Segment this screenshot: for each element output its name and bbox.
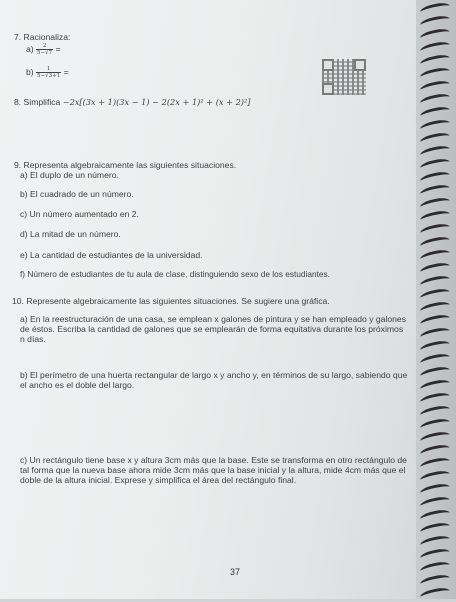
q8-label: 8. Simplifica <box>14 97 61 107</box>
q9-label: 9. Representa algebraicamente las siguientes situaciones. <box>14 160 237 170</box>
q8 <box>14 97 250 107</box>
q9-item-d: d) La mitad de un número. <box>20 229 121 239</box>
q10-item-b: b) El perímetro de una huerta rectangular de largo x y ancho y, en términos de su largo, sabiendo que el ancho es el doble del largo. <box>20 370 408 390</box>
q7a-numerator: 2 <box>36 43 53 50</box>
qr-finder-icon <box>322 83 334 95</box>
q8-expression: −2x[(3x + 1)(3x − 1) − 2(2x + 1)² + (x + 2)²] <box>62 97 251 107</box>
q10-label: 10. Represente algebraicamente las siguientes situaciones. Se sugiere una gráfica. <box>12 296 330 306</box>
q9-item-f: f) Número de estudiantes de tu aula de clase, distinguiendo sexo de los estudiantes. <box>20 269 330 279</box>
q9-item-a: a) El duplo de un número. <box>20 170 119 180</box>
q7a-equals: = <box>55 43 61 54</box>
q7b-equals: = <box>63 66 69 77</box>
notebook-spiral-binding <box>416 0 456 599</box>
q7b <box>26 66 69 79</box>
q7b-label: b) <box>26 66 34 77</box>
qr-finder-icon <box>354 59 366 71</box>
q9-item-e: e) La cantidad de estudiantes de la universidad. <box>20 250 203 260</box>
q9-item-c: c) Un número aumentado en 2. <box>20 209 139 219</box>
q9-item-b: b) El cuadrado de un número. <box>20 189 134 199</box>
page-number: 37 <box>230 567 241 577</box>
q7b-numerator: 1 <box>36 66 61 73</box>
q7a-label: a) <box>26 43 34 54</box>
q7b-fraction <box>36 66 61 79</box>
spiral-coil <box>419 1 450 17</box>
qr-finder-icon <box>322 59 334 71</box>
q7-label: 7. Racionaliza: <box>14 32 71 42</box>
q10-item-c: c) Un rectángulo tiene base x y altura 3cm más que la base. Este se transforma en otro rectángulo de tal forma que la nueva base ahora mide 3cm más que la base inicial y la altura, mide 4cm más que el doble de la altura inicial. Exprese y simplifica el área del rectángulo final. <box>20 455 407 485</box>
q7a-denominator: 5−√7 <box>37 50 53 56</box>
qr-code-image <box>322 59 366 95</box>
q10-item-a: a) En la reestructuración de una casa, se emplean x galones de pintura y se han empleado y galones de éstos. Escriba la cantidad de galones que se emplearán de forma equitativa durante los próximos n días. <box>20 314 407 344</box>
q7b-denominator: 5−√3+1 <box>37 73 61 79</box>
q7a-fraction <box>36 43 53 56</box>
q7a <box>26 43 61 56</box>
